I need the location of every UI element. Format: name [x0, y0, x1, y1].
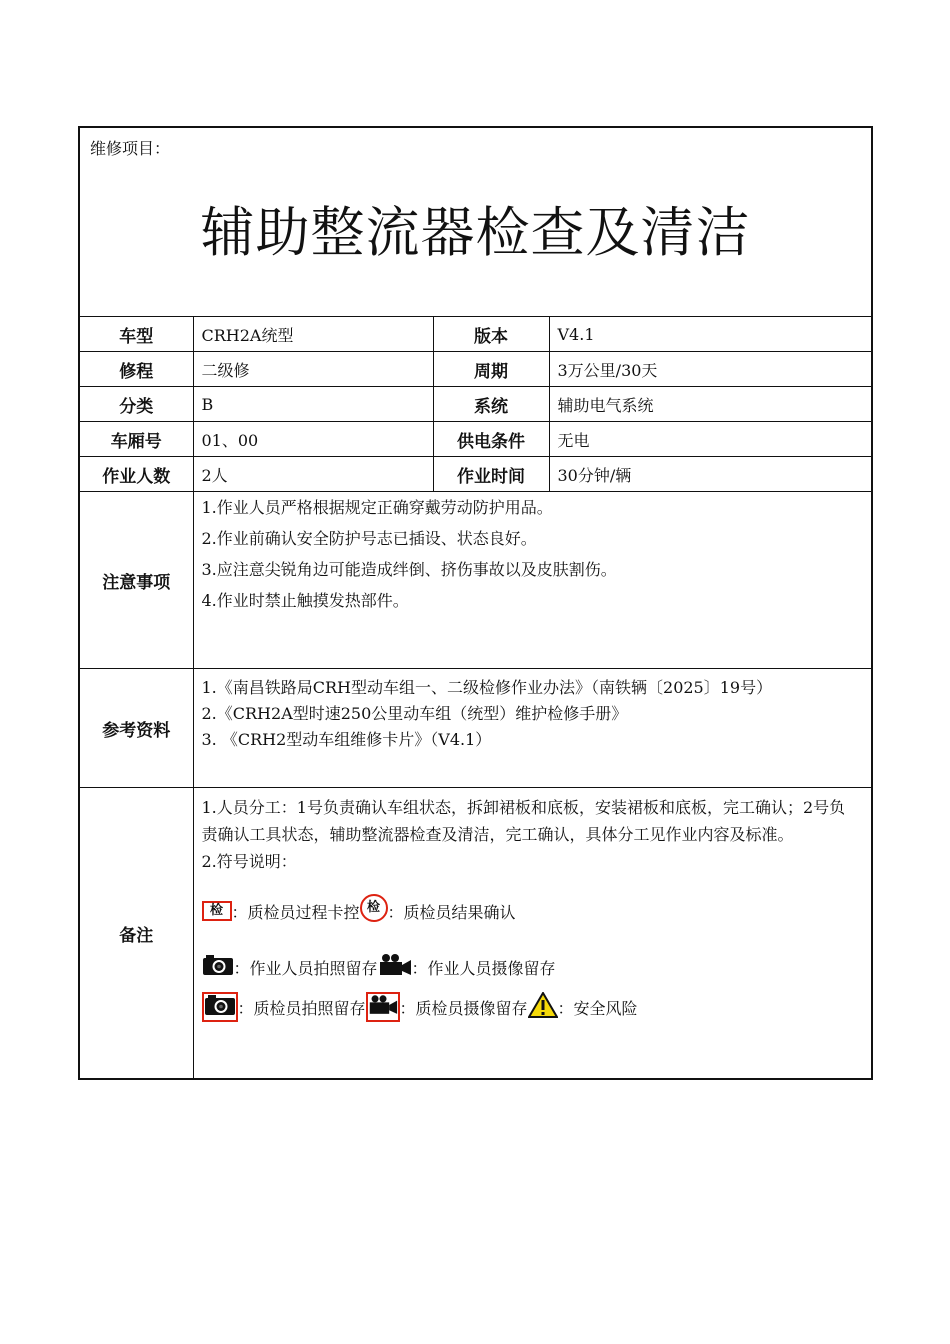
field-value: 辅助电气系统 — [549, 387, 871, 422]
field-value: V4.1 — [549, 317, 871, 352]
list-item: 1.作业人员严格根据规定正确穿戴劳动防护用品。 — [201, 498, 553, 517]
remarks-label: 备注 — [80, 788, 193, 1079]
legend-text: ：安全风险 — [557, 998, 638, 1018]
field-label: 分类 — [80, 387, 193, 422]
qc-result-icon: 检 — [360, 894, 388, 922]
list-item: 3. 《CRH2型动车组维修卡片》（V4.1） — [201, 730, 492, 749]
field-label: 供电条件 — [433, 422, 549, 457]
field-value: B — [193, 387, 433, 422]
list-item: 1.《南昌铁路局CRH型动车组一、二级检修作业办法》（南铁辆〔2025〕19号） — [201, 678, 773, 697]
info-table — [80, 317, 871, 1078]
field-label: 车厢号 — [80, 422, 193, 457]
remarks-content — [193, 788, 871, 1079]
card-header — [80, 128, 871, 317]
remarks-row — [80, 788, 871, 1079]
legend-row — [202, 987, 858, 1027]
notes-content — [193, 492, 871, 669]
legend-row — [202, 947, 858, 987]
division-of-labor: 1.人员分工：1号负责确认车组状态，拆卸裙板和底板，安装裙板和底板，完工确认；2号负责确认工具状态，辅助整流器检查及清洁，完工确认，具体分工见作业内容及标准。 — [201, 798, 846, 844]
notes-row — [80, 492, 871, 669]
qc-camera-icon — [202, 992, 238, 1022]
notes-label: 注意事项 — [80, 492, 193, 669]
field-label: 周期 — [433, 352, 549, 387]
list-item: 2.作业前确认安全防护号志已插设、状态良好。 — [201, 529, 537, 548]
list-item: 4.作业时禁止触摸发热部件。 — [201, 591, 409, 610]
field-value: 30分钟/辆 — [549, 457, 871, 492]
references-row — [80, 669, 871, 788]
table-row — [80, 457, 871, 492]
table-row — [80, 422, 871, 457]
field-label: 作业人数 — [80, 457, 193, 492]
field-label: 车型 — [80, 317, 193, 352]
legend-row — [202, 891, 858, 931]
qc-video-camera-icon — [366, 992, 400, 1022]
legend-text: ：质检员过程卡控 — [231, 902, 360, 922]
field-value: CRH2A统型 — [193, 317, 433, 352]
maintenance-card — [78, 126, 873, 1080]
qc-process-icon: 检 — [202, 901, 232, 921]
field-value: 2人 — [193, 457, 433, 492]
legend-text: ：作业人员摄像留存 — [411, 958, 556, 978]
legend-text: ：质检员结果确认 — [387, 902, 516, 922]
references-content — [193, 669, 871, 788]
field-value: 无电 — [549, 422, 871, 457]
legend-text: ：作业人员拍照留存 — [233, 958, 378, 978]
field-value: 01、00 — [193, 422, 433, 457]
page-title: 辅助整流器检查及清洁 — [200, 201, 751, 264]
table-row — [80, 387, 871, 422]
warning-icon — [528, 992, 558, 1022]
table-row — [80, 352, 871, 387]
field-label: 版本 — [433, 317, 549, 352]
video-camera-icon — [378, 953, 412, 981]
table-row — [80, 317, 871, 352]
references-label: 参考资料 — [80, 669, 193, 788]
legend-text: ：质检员拍照留存 — [237, 998, 366, 1018]
field-label: 系统 — [433, 387, 549, 422]
list-item: 3.应注意尖锐角边可能造成绊倒、挤伤事故以及皮肤割伤。 — [201, 560, 617, 579]
camera-icon — [202, 954, 234, 980]
field-value: 二级修 — [193, 352, 433, 387]
list-item: 2.《CRH2A型时速250公里动车组（统型）维护检修手册》 — [201, 704, 628, 723]
legend-text: ：质检员摄像留存 — [399, 998, 528, 1018]
field-label: 作业时间 — [433, 457, 549, 492]
field-value: 3万公里/30天 — [549, 352, 871, 387]
project-label: 维修项目： — [90, 139, 171, 158]
symbol-legend-title: 2.符号说明： — [201, 852, 297, 871]
field-label: 修程 — [80, 352, 193, 387]
